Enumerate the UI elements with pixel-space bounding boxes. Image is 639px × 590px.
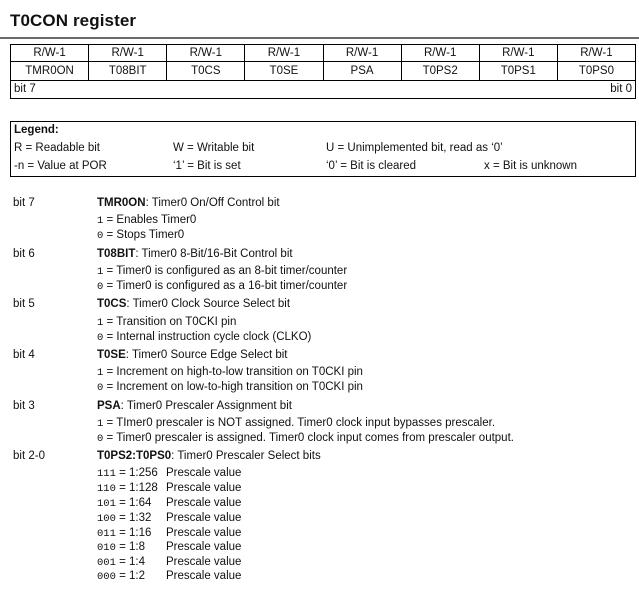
bit-heading bbox=[97, 298, 290, 310]
prescale-label: Prescale value bbox=[166, 556, 242, 568]
bit-code: 1 bbox=[97, 266, 104, 278]
prescale-option bbox=[97, 541, 145, 554]
bit-option bbox=[97, 366, 363, 379]
bit-code: 101 bbox=[97, 498, 116, 510]
bit-code: 000 bbox=[97, 571, 116, 583]
prescale-label: Prescale value bbox=[166, 512, 242, 524]
bit-name-cell: TMR0ON bbox=[11, 62, 89, 81]
bit-option bbox=[97, 265, 347, 278]
bit-option bbox=[97, 316, 236, 329]
lsb-label: bit 0 bbox=[610, 83, 632, 95]
access-cell: R/W-1 bbox=[167, 45, 245, 62]
bit-field-desc: : Timer0 On/Off Control bit bbox=[145, 197, 280, 209]
bit-label: bit 6 bbox=[13, 248, 35, 260]
bit-option-text: = Timer0 is configured as an 8-bit timer/counter bbox=[103, 265, 348, 277]
bit-field-desc: : Timer0 Prescaler Select bits bbox=[171, 450, 321, 462]
bit-option-text: = 1:4 bbox=[115, 556, 145, 568]
bit-label: bit 5 bbox=[13, 298, 35, 310]
bit-code: 001 bbox=[97, 557, 116, 569]
bit-option-text: = 1:64 bbox=[115, 497, 152, 509]
bit-field-name: PSA bbox=[97, 400, 121, 412]
bit-code: 1 bbox=[97, 215, 104, 227]
bit-option-text: = 1:32 bbox=[115, 512, 152, 524]
bit-option bbox=[97, 280, 347, 293]
access-cell: R/W-1 bbox=[557, 45, 635, 62]
bit-field-desc: : Timer0 Clock Source Select bit bbox=[126, 298, 291, 310]
bit-option-text: = 1:16 bbox=[115, 527, 152, 539]
bit-code: 1 bbox=[97, 317, 104, 329]
page-title: T0CON register bbox=[10, 11, 137, 30]
prescale-label: Prescale value bbox=[166, 570, 242, 582]
access-cell: R/W-1 bbox=[401, 45, 479, 62]
bit-option-text: = Increment on low-to-high transition on T0CKI pin bbox=[103, 381, 363, 393]
prescale-option bbox=[97, 570, 145, 583]
bit-code: 100 bbox=[97, 513, 116, 525]
legend-item: -n = Value at POR bbox=[14, 160, 107, 172]
bit-option-text: = 1:128 bbox=[115, 482, 158, 494]
prescale-option bbox=[97, 512, 151, 525]
bit-code: 111 bbox=[97, 468, 116, 480]
prescale-option bbox=[97, 467, 158, 480]
bit-name-cell: PSA bbox=[323, 62, 401, 81]
bit-option-text: = TImer0 prescaler is NOT assigned. Timer0 clock input bypasses prescaler. bbox=[103, 417, 496, 429]
legend-item: ‘1’ = Bit is set bbox=[173, 160, 241, 172]
bit-code: 0 bbox=[97, 382, 104, 394]
bit-field-desc: : Timer0 Source Edge Select bit bbox=[125, 349, 288, 361]
legend-item: U = Unimplemented bit, read as ‘0’ bbox=[326, 142, 503, 154]
bit-heading bbox=[97, 450, 321, 462]
bit-option-text: = Increment on high-to-low transition on T0CKI pin bbox=[103, 366, 363, 378]
bit-field-name: TMR0ON bbox=[97, 197, 146, 209]
bit-name-cell: T0PS1 bbox=[479, 62, 557, 81]
bit-option-text: = Stops Timer0 bbox=[103, 229, 185, 241]
access-cell: R/W-1 bbox=[89, 45, 167, 62]
bit-option bbox=[97, 432, 514, 445]
prescale-option bbox=[97, 556, 145, 569]
bit-field-name: T08BIT bbox=[97, 248, 136, 260]
bit-code: 1 bbox=[97, 367, 104, 379]
legend-item: x = Bit is unknown bbox=[484, 160, 578, 172]
bit-name-cell: T0PS2 bbox=[401, 62, 479, 81]
bit-field-desc: : Timer0 Prescaler Assignment bit bbox=[120, 400, 292, 412]
bit-option-text: = 1:8 bbox=[115, 541, 145, 553]
prescale-label: Prescale value bbox=[166, 482, 242, 494]
bit-option-text: = Timer0 prescaler is assigned. Timer0 clock input comes from prescaler output. bbox=[103, 432, 514, 444]
bit-heading bbox=[97, 349, 287, 361]
title-divider bbox=[0, 37, 639, 39]
bit-name-cell: T0SE bbox=[245, 62, 323, 81]
bit-option bbox=[97, 417, 495, 430]
bit-label: bit 4 bbox=[13, 349, 35, 361]
access-cell: R/W-1 bbox=[11, 45, 89, 62]
bit-range-row bbox=[11, 81, 636, 99]
bit-code: 1 bbox=[97, 418, 104, 430]
prescale-label: Prescale value bbox=[166, 497, 242, 509]
prescale-option bbox=[97, 497, 151, 510]
bit-code: 0 bbox=[97, 433, 104, 445]
bit-option bbox=[97, 229, 184, 242]
prescale-option bbox=[97, 527, 151, 540]
bit-label: bit 2-0 bbox=[13, 450, 45, 462]
bit-label: bit 3 bbox=[13, 400, 35, 412]
bit-label: bit 7 bbox=[13, 197, 35, 209]
prescale-label: Prescale value bbox=[166, 527, 242, 539]
bit-option bbox=[97, 381, 363, 394]
bit-field-desc: : Timer0 8-Bit/16-Bit Control bit bbox=[135, 248, 293, 260]
register-table bbox=[10, 44, 636, 99]
bit-option bbox=[97, 214, 196, 227]
bit-field-name: T0CS bbox=[97, 298, 127, 310]
bit-field-name: T0SE bbox=[97, 349, 126, 361]
bit-name-row bbox=[11, 62, 636, 81]
bit-option-text: = 1:2 bbox=[115, 570, 145, 582]
bit-heading bbox=[97, 248, 293, 260]
access-cell: R/W-1 bbox=[323, 45, 401, 62]
legend-item: ‘0’ = Bit is cleared bbox=[326, 160, 417, 172]
bit-option-text: = 1:256 bbox=[115, 467, 158, 479]
access-cell: R/W-1 bbox=[245, 45, 323, 62]
bit-option-text: = Internal instruction cycle clock (CLKO) bbox=[103, 331, 312, 343]
bit-code: 110 bbox=[97, 483, 116, 495]
bit-option bbox=[97, 331, 311, 344]
bit-field-name: T0PS2:T0PS0 bbox=[97, 450, 172, 462]
bit-range-cell bbox=[11, 81, 636, 99]
prescale-label: Prescale value bbox=[166, 467, 242, 479]
prescale-option bbox=[97, 482, 158, 495]
bit-code: 011 bbox=[97, 528, 116, 540]
bit-code: 0 bbox=[97, 332, 104, 344]
bit-heading bbox=[97, 400, 292, 412]
bit-code: 010 bbox=[97, 542, 116, 554]
bit-code: 0 bbox=[97, 281, 104, 293]
bit-name-cell: T08BIT bbox=[89, 62, 167, 81]
bit-option-text: = Timer0 is configured as a 16-bit timer/counter bbox=[103, 280, 348, 292]
msb-label: bit 7 bbox=[14, 83, 36, 95]
bit-name-cell: T0CS bbox=[167, 62, 245, 81]
bit-name-cell: T0PS0 bbox=[557, 62, 635, 81]
bit-heading bbox=[97, 197, 280, 209]
access-row bbox=[11, 45, 636, 62]
prescale-label: Prescale value bbox=[166, 541, 242, 553]
access-cell: R/W-1 bbox=[479, 45, 557, 62]
legend-item: R = Readable bit bbox=[14, 142, 100, 154]
bit-option-text: = Transition on T0CKI pin bbox=[103, 316, 237, 328]
legend-item: W = Writable bit bbox=[173, 142, 255, 154]
bit-option-text: = Enables Timer0 bbox=[103, 214, 197, 226]
legend-box bbox=[10, 121, 636, 177]
bit-code: 0 bbox=[97, 230, 104, 242]
legend-title: Legend: bbox=[14, 124, 59, 136]
